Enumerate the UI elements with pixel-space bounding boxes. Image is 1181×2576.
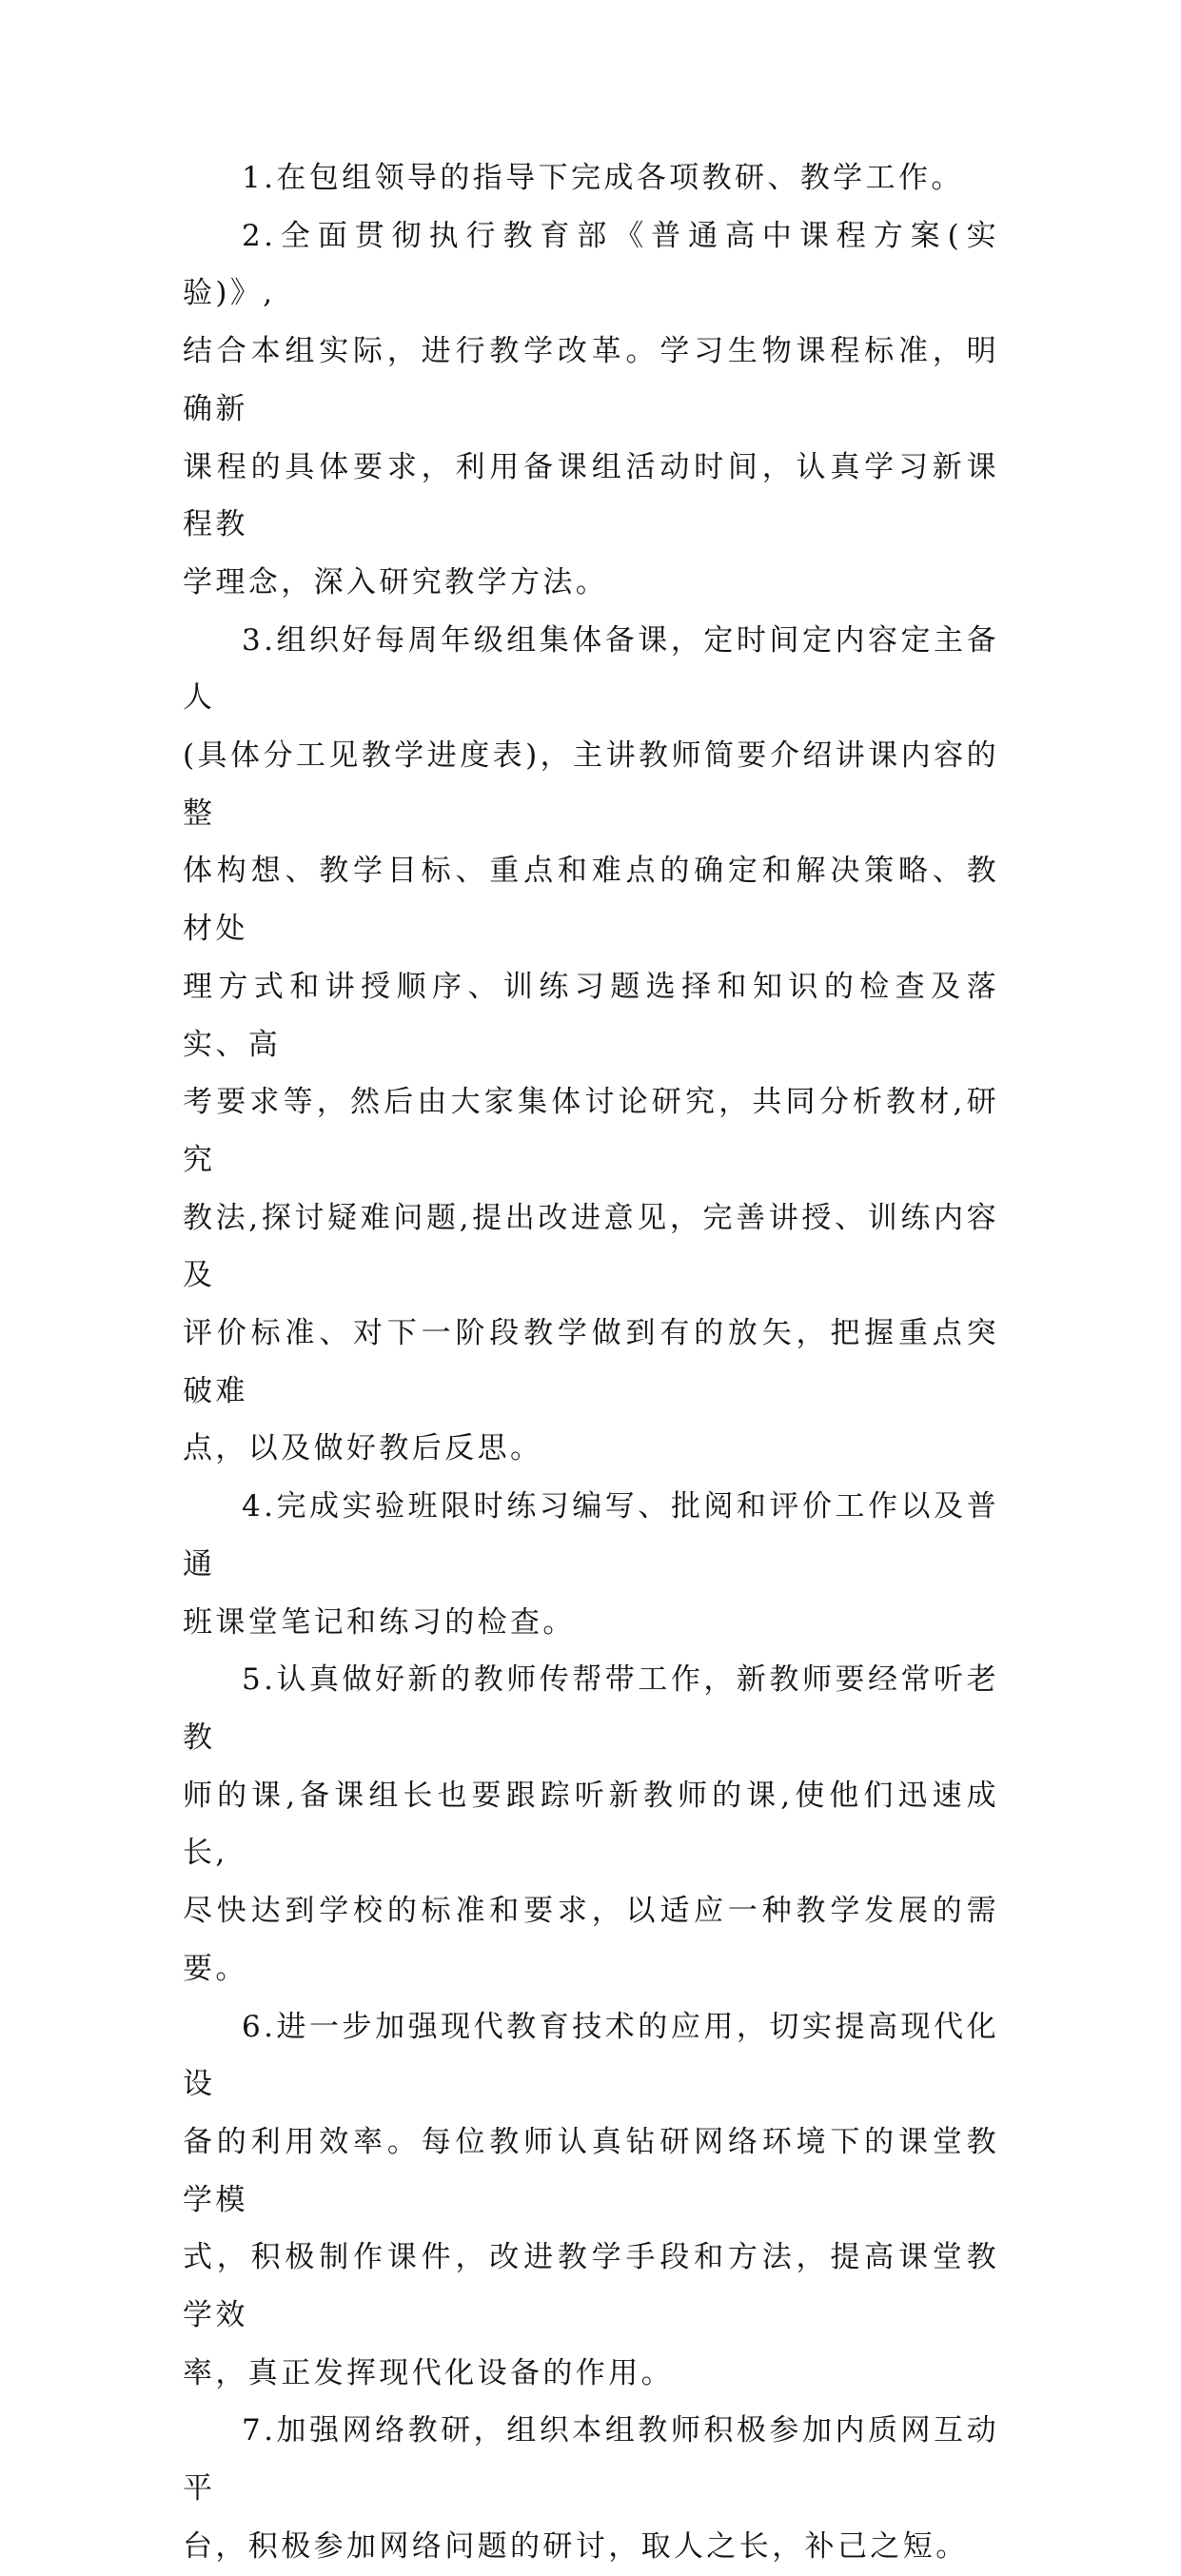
paragraph-line: 5.认真做好新的教师传帮带工作，新教师要经常听老教 [183,1662,999,1755]
paragraph-line: 师的课,备课组长也要跟踪听新教师的课,使他们迅速成长, [183,1778,999,1871]
paragraph-line: 尽快达到学校的标准和要求，以适应一种教学发展的需要。 [183,1894,999,1986]
paragraph-line: 3.组织好每周年级组集体备课，定时间定内容定主备人 [183,622,999,716]
paragraph-line: 备的利用效率。每位教师认真钻研网络环境下的课堂教学模 [183,2124,999,2217]
paragraph-line: 结合本组实际，进行教学改革。学习生物课程标准，明确新 [183,334,999,426]
paragraph-line: 1.在包组领导的指导下完成各项教研、教学工作。 [242,161,964,195]
paragraph-line: 课程的具体要求，利用备课组活动时间，认真学习新课程教 [183,449,999,542]
paragraph-4 [183,1478,999,1651]
paragraph-line: 7.加强网络教研，组织本组教师积极参加内质网互动平 [183,2413,999,2507]
paragraph-1 [183,149,999,207]
paragraph-3 [183,612,999,1479]
paragraph-2 [183,207,999,612]
paragraph-line: 率，真正发挥现代化设备的作用。 [183,2355,674,2390]
paragraph-line: 4.完成实验班限时练习编写、批阅和评价工作以及普通 [183,1489,999,1582]
paragraph-line: 教法,探讨疑难问题,提出改进意见，完善讲授、训练内容及 [183,1200,999,1293]
paragraph-line: (具体分工见教学进度表)，主讲教师简要介绍讲课内容的整 [183,738,999,831]
paragraph-line: 式，积极制作课件，改进教学手段和方法，提高课堂教学效 [183,2240,999,2333]
paragraph-7 [183,2402,999,2575]
paragraph-line: 学理念，深入研究教学方法。 [183,564,609,600]
paragraph-line: 点，以及做好教后反思。 [183,1431,543,1466]
paragraph-line: 评价标准、对下一阶段教学做到有的放矢，把握重点突破难 [183,1316,999,1408]
paragraph-line: 6.进一步加强现代教育技术的应用，切实提高现代化设 [183,2009,999,2102]
paragraph-6 [183,1998,999,2403]
paragraph-line: 2.全面贯彻执行教育部《普通高中课程方案(实验)》, [183,218,999,311]
document-body [183,149,999,2576]
paragraph-line: 体构想、教学目标、重点和难点的确定和解决策略、教材处 [183,854,999,947]
paragraph-5 [183,1651,999,1997]
paragraph-line: 理方式和讲授顺序、训练习题选择和知识的检查及落实、高 [183,969,999,1062]
paragraph-line: 考要求等，然后由大家集体讨论研究，共同分析教材,研究 [183,1085,999,1177]
paragraph-line: 台，积极参加网络问题的研讨，取人之长，补己之短。 [183,2528,969,2564]
paragraph-line: 班课堂笔记和练习的检查。 [183,1604,576,1640]
